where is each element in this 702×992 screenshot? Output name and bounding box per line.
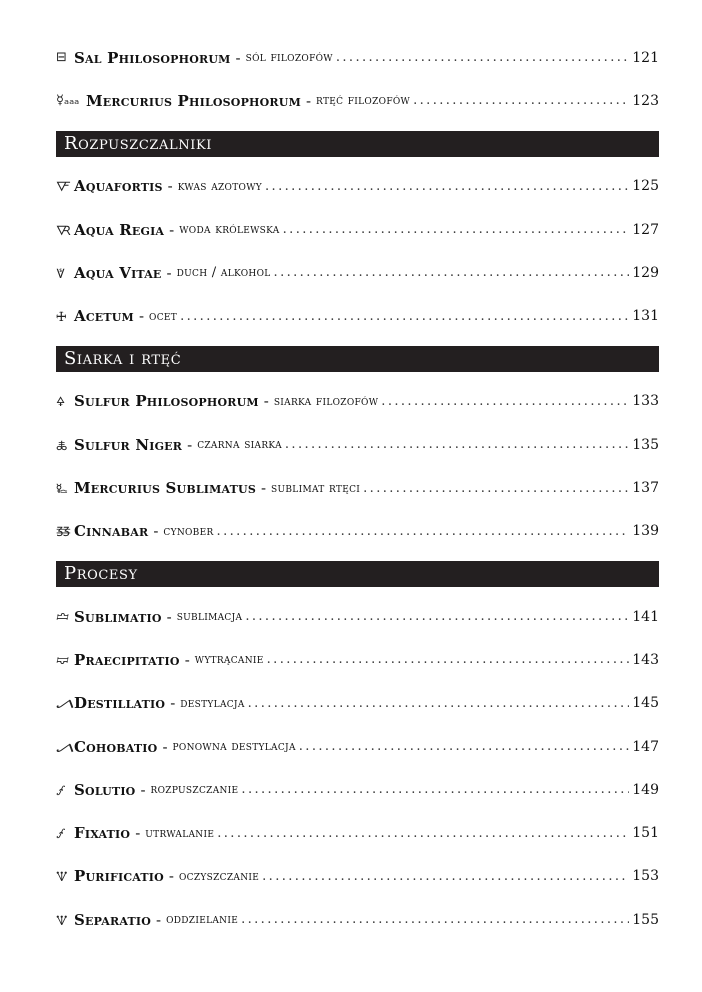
alchemical-mercury-icon: ☿ₐₐₐ [56, 93, 80, 109]
dot-leader [267, 652, 630, 667]
entry-title: Sulfur Niger [74, 435, 183, 454]
entry-title: Sulfur Philosophorum [74, 392, 259, 411]
entry-separator: - [156, 910, 162, 929]
entry-title: Acetum [74, 307, 134, 326]
entry-separator: - [305, 91, 312, 110]
entry-page-number: 153 [632, 868, 659, 885]
entry-subtitle: ocet [149, 308, 178, 324]
dot-leader [265, 179, 629, 194]
entry-subtitle: oczyszczanie [179, 868, 260, 884]
dot-leader [241, 782, 629, 797]
dot-leader [381, 394, 629, 409]
entry-separator: - [167, 177, 173, 196]
alchemical-vinegar-icon: 🜊 [56, 310, 67, 326]
alchemical-sublimation-icon: 🝞 [56, 610, 70, 626]
toc-entry-mercurius-sublimatus[interactable] [56, 466, 659, 509]
section-heading-siarka-i-rtec: Siarka i rtęć [56, 346, 659, 372]
dot-leader [217, 826, 629, 841]
dot-leader [274, 265, 630, 280]
dot-leader [363, 481, 629, 496]
dot-leader [413, 93, 629, 108]
dot-leader [299, 739, 630, 754]
entry-separator: - [187, 435, 193, 454]
alchemical-salt-icon: ⊟ [56, 50, 67, 66]
toc-entry-purificatio[interactable] [56, 855, 659, 898]
entry-title: Mercurius Sublimatus [74, 479, 256, 498]
entry-subtitle: czarna siarka [197, 437, 282, 453]
entry-subtitle: oddzielanie [166, 912, 239, 928]
entry-subtitle: sublimat rtęci [271, 480, 361, 496]
toc-entry-sublimatio[interactable] [56, 595, 659, 638]
alchemical-distillation-icon: 🝠 [56, 697, 74, 713]
entry-separator: - [235, 48, 241, 67]
entry-page-number: 131 [632, 308, 659, 325]
entry-page-number: 123 [632, 92, 659, 109]
section-heading-rozpuszczalniki: Rozpuszczalniki [56, 131, 659, 157]
entry-page-number: 155 [632, 911, 659, 928]
toc-entry-sulfur-niger[interactable] [56, 423, 659, 466]
toc-entry-aqua-regia[interactable] [56, 208, 659, 251]
entry-separator: - [166, 263, 172, 282]
alchemical-precipitation-icon: 🝟 [56, 653, 70, 669]
alchemical-sublimate-mercury-icon: 🜐 [56, 482, 68, 498]
entry-title: Cohobatio [74, 737, 158, 756]
toc-entry-aquafortis[interactable] [56, 165, 659, 208]
entry-separator: - [138, 307, 145, 326]
alchemical-aquafortis-icon: 🜅 [56, 180, 71, 196]
entry-subtitle: siarka filozofów [273, 393, 379, 409]
entry-separator: - [135, 824, 141, 843]
alchemical-philosophers-sulfur-icon: 🜍 [56, 395, 66, 411]
entry-subtitle: rtęć filozofów [316, 93, 411, 109]
toc-entry-separatio[interactable] [56, 898, 659, 941]
alchemical-cinnabar-icon: 🜓 [56, 525, 71, 541]
entry-title: Separatio [74, 910, 152, 929]
entry-title: Mercurius Philosophorum [86, 91, 301, 110]
toc-entry-mercurius-philosophorum[interactable] [56, 79, 659, 122]
entry-subtitle: duch / alkohol [176, 265, 271, 281]
dot-leader [245, 609, 629, 624]
entry-page-number: 135 [632, 436, 659, 453]
entry-subtitle: utrwalanie [145, 825, 215, 841]
entry-subtitle: rozpuszczanie [150, 782, 239, 798]
entry-page-number: 133 [632, 393, 659, 410]
toc-entry-acetum[interactable] [56, 294, 659, 337]
entry-title: Praecipitatio [74, 650, 180, 669]
entry-page-number: 147 [632, 738, 659, 755]
alchemical-dissolve-icon: 🝡 [56, 783, 66, 799]
dot-leader [217, 524, 630, 539]
alchemical-aqua-regia-icon: 🜆 [56, 223, 72, 239]
entry-title: Solutio [74, 780, 136, 799]
entry-separator: - [184, 650, 190, 669]
toc-entry-solutio[interactable] [56, 768, 659, 811]
entry-page-number: 121 [632, 49, 659, 66]
entry-title: Purificatio [74, 867, 164, 886]
dot-leader [241, 912, 629, 927]
entry-title: Aqua Vitae [74, 263, 162, 282]
entry-separator: - [170, 694, 176, 713]
entry-page-number: 139 [632, 523, 659, 540]
toc-entry-aqua-vitae[interactable] [56, 251, 659, 294]
entry-title: Destillatio [74, 694, 166, 713]
entry-page-number: 141 [632, 608, 659, 625]
entry-page-number: 125 [632, 178, 659, 195]
alchemical-separation-icon: 🝢 [56, 913, 68, 929]
entry-separator: - [162, 737, 168, 756]
entry-title: Sublimatio [74, 607, 162, 626]
entry-separator: - [260, 479, 267, 498]
entry-subtitle: sól filozofów [245, 50, 333, 66]
entry-separator: - [263, 392, 269, 411]
section-heading-procesy: Procesy [56, 561, 659, 587]
entry-separator: - [168, 867, 174, 886]
entry-separator: - [153, 522, 159, 541]
entry-page-number: 149 [632, 781, 659, 798]
entry-title: Sal Philosophorum [74, 48, 231, 67]
entry-separator: - [140, 780, 146, 799]
toc-entry-praecipitatio[interactable] [56, 638, 659, 681]
alchemical-aqua-vitae-icon: 🜈 [56, 266, 66, 282]
dot-leader [180, 309, 629, 324]
table-of-contents [56, 36, 659, 941]
alchemical-black-sulfur-icon: 🜏 [56, 438, 68, 454]
entry-subtitle: sublimacja [176, 609, 243, 625]
toc-entry-cinnabar[interactable] [56, 510, 659, 553]
toc-entry-sal-philosophorum[interactable] [56, 36, 659, 79]
entry-title: Fixatio [74, 824, 131, 843]
toc-entry-fixatio[interactable] [56, 811, 659, 854]
entry-page-number: 137 [632, 480, 659, 497]
entry-page-number: 151 [632, 825, 659, 842]
entry-title: Aquafortis [74, 177, 163, 196]
entry-subtitle: kwas azotowy [177, 178, 263, 194]
entry-subtitle: wytrącanie [194, 652, 264, 668]
toc-entry-cohobatio[interactable] [56, 725, 659, 768]
entry-subtitle: woda królewska [179, 222, 280, 238]
entry-subtitle: cynober [163, 523, 214, 539]
entry-separator: - [166, 607, 172, 626]
dot-leader [283, 222, 630, 237]
entry-page-number: 129 [632, 264, 659, 281]
dot-leader [248, 696, 630, 711]
entry-subtitle: ponowna destylacja [172, 739, 296, 754]
entry-page-number: 145 [632, 695, 659, 712]
toc-entry-destillatio[interactable] [56, 682, 659, 725]
alchemical-purify-icon: 🝢 [56, 870, 68, 886]
alchemical-distillation-icon: 🝠 [56, 740, 74, 756]
dot-leader [262, 869, 629, 884]
alchemical-fixation-icon: 🝡 [56, 827, 66, 843]
toc-entry-sulfur-philosophorum[interactable] [56, 380, 659, 423]
entry-page-number: 127 [632, 221, 659, 238]
entry-title: Aqua Regia [74, 220, 165, 239]
entry-separator: - [169, 220, 175, 239]
dot-leader [285, 437, 629, 452]
entry-title: Cinnabar [74, 522, 149, 541]
entry-subtitle: destylacja [180, 695, 245, 711]
dot-leader [336, 50, 629, 65]
entry-page-number: 143 [632, 651, 659, 668]
